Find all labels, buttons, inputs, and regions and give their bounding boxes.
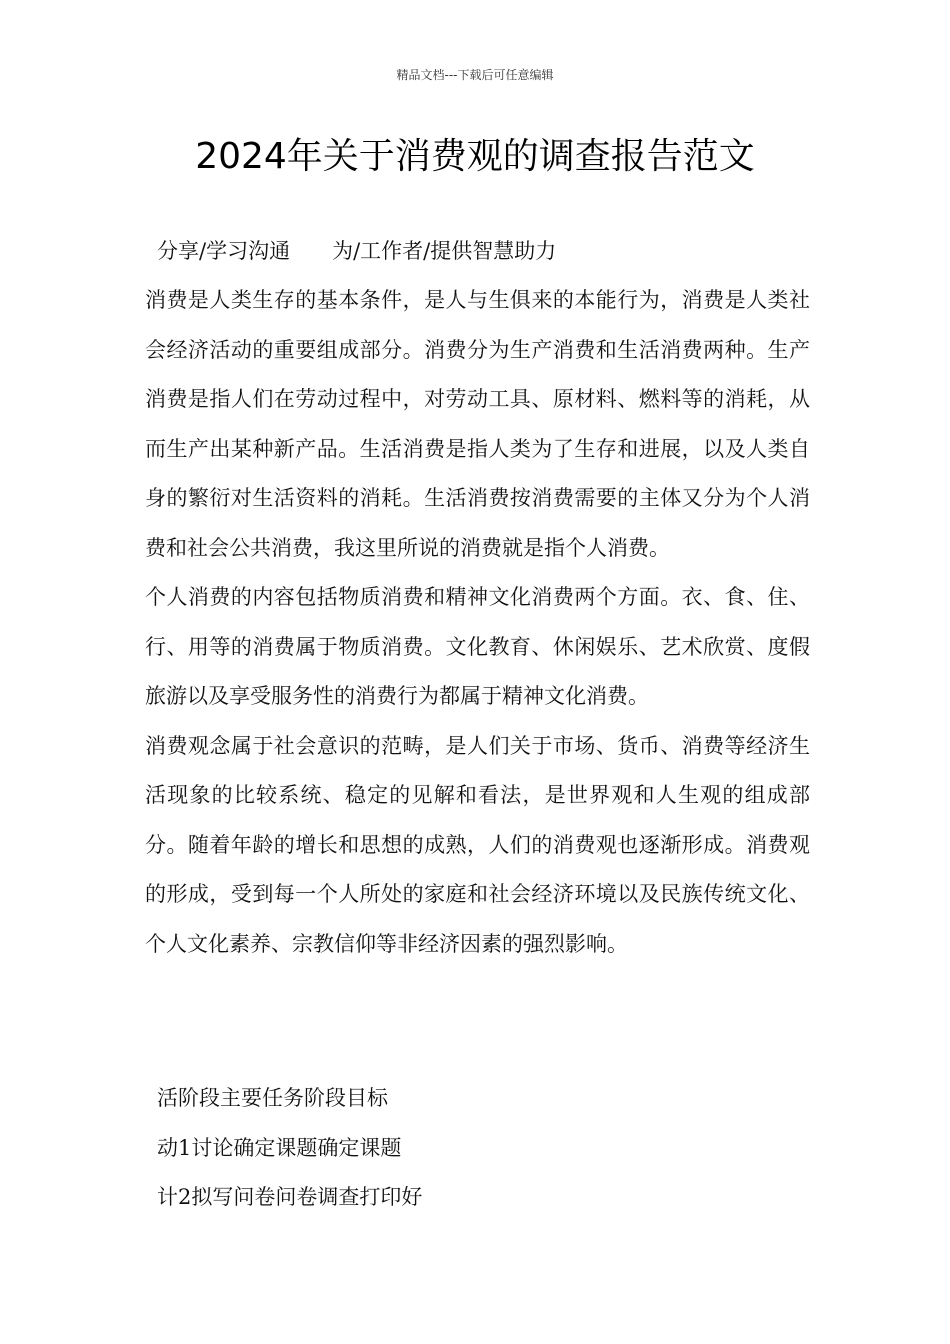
paragraph-consumption-concept: 消费观念属于社会意识的范畴，是人们关于市场、货币、消费等经济生活现象的比较系统、稳定的见解和看法，是世界观和人生观的组成部分。随着年龄的增长和思想的成熟，人们的消费观也逐渐形成。消费观的形成，受到每一个人所处的家庭和社会经济环境以及民族传统文化、个人文化素养、宗教信仰等非经济因素的强烈影响。 bbox=[145, 733, 810, 956]
list-item: 动1讨论确定课题确定课题 bbox=[157, 1135, 402, 1160]
body-text bbox=[145, 276, 810, 969]
document-title: 2024年关于消费观的调查报告范文 bbox=[195, 136, 755, 177]
paragraph-consumption-definition: 消费是人类生存的基本条件，是人与生俱来的本能行为，消费是人类社会经济活动的重要组成部分。消费分为生产消费和生活消费两种。生产消费是指人们在劳动过程中，对劳动工具、原材料、燃料等的消耗，从而生产出某种新产品。生活消费是指人类为了生存和进展，以及人类自身的繁衍对生活资料的消耗。生活消费按消费需要的主体又分为个人消费和社会公共消费，我这里所说的消费就是指个人消费。 bbox=[145, 288, 810, 560]
document-subtitle: 分享/学习沟通 为/工作者/提供智慧助力 bbox=[157, 239, 557, 263]
list-item: 计2拟写问卷问卷调查打印好 bbox=[157, 1185, 423, 1209]
page-header: 精品文档---下载后可任意编辑 bbox=[396, 68, 554, 82]
paragraph-personal-consumption: 个人消费的内容包括物质消费和精神文化消费两个方面。衣、食、住、行、用等的消费属于物质消费。文化教育、休闲娱乐、艺术欣赏、度假旅游以及享受服务性的消费行为都属于精神文化消费。 bbox=[145, 585, 810, 708]
list-item: 活阶段主要任务阶段目标 bbox=[157, 1086, 388, 1110]
activity-plan-list bbox=[157, 1074, 422, 1223]
